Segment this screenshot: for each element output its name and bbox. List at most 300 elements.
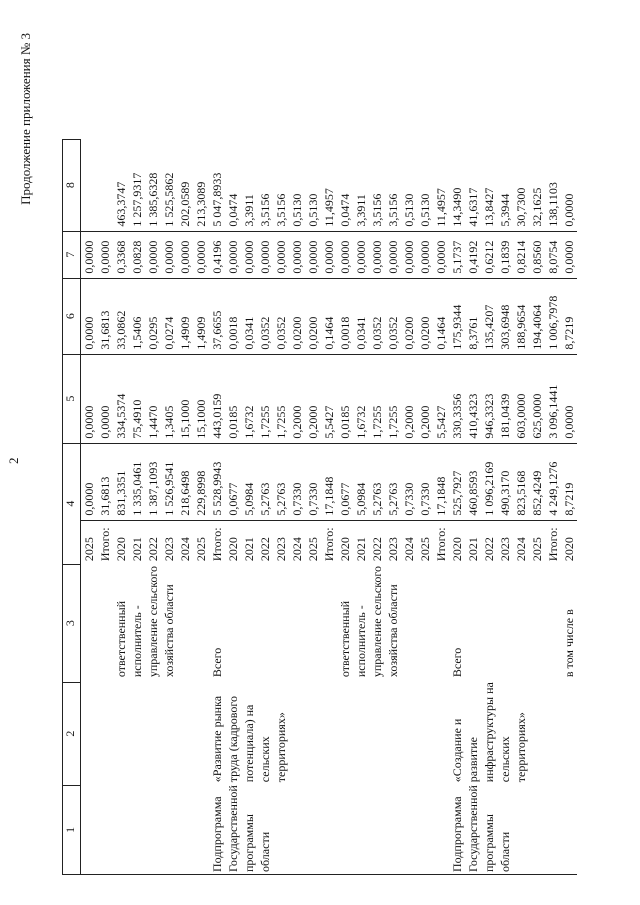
title-cell: потенциала) на — [242, 704, 256, 783]
total-cell: 4 249,1276 — [545, 443, 561, 520]
local-cell: 0,0000 — [353, 231, 369, 278]
local-cell: 0,4192 — [465, 231, 481, 278]
subprogram-cell — [385, 785, 401, 874]
total-cell: 0,7330 — [305, 443, 321, 520]
other-cell: 5 047,8933 — [209, 139, 225, 231]
budget-table — [62, 139, 577, 875]
year-cell: 2021 — [354, 537, 368, 562]
title-cell: «Развитие рынка — [210, 695, 224, 783]
federal-cell: 15,1000 — [193, 354, 209, 443]
local-cell: 0,0000 — [289, 231, 305, 278]
regional-cell: 1,4909 — [177, 278, 193, 354]
title-cell — [401, 682, 417, 785]
title-cell — [369, 682, 385, 785]
table-row — [209, 139, 225, 874]
other-cell: 3,3911 — [241, 139, 257, 231]
title-cell — [193, 682, 209, 785]
regional-cell: 1,4909 — [193, 278, 209, 354]
executor-cell: управление сельского — [146, 565, 160, 678]
other-cell: 1 385,6328 — [145, 139, 161, 231]
regional-cell: 0,0274 — [161, 278, 177, 354]
subprogram-cell — [177, 785, 193, 874]
table-row — [561, 139, 577, 874]
executor-cell — [241, 564, 257, 682]
table-row — [193, 139, 209, 874]
subprogram-cell: Государственной — [225, 785, 241, 874]
local-cell: 0,0000 — [225, 231, 241, 278]
federal-cell: 946,3323 — [481, 354, 497, 443]
other-cell: 30,7300 — [513, 139, 529, 231]
total-cell: 0,0677 — [225, 443, 241, 520]
subprogram-cell — [97, 785, 113, 874]
table-row — [465, 139, 481, 874]
table-row — [385, 139, 401, 874]
total-cell: 852,4249 — [529, 443, 545, 520]
title-cell — [129, 682, 145, 785]
table-row — [497, 139, 513, 874]
title-cell — [433, 682, 449, 785]
other-cell: 0,0474 — [337, 139, 353, 231]
table-header-row — [63, 139, 81, 874]
federal-cell: 0,2000 — [305, 354, 321, 443]
executor-cell — [193, 564, 209, 682]
federal-cell: 75,4910 — [129, 354, 145, 443]
federal-cell: 603,0000 — [513, 354, 529, 443]
table-row — [529, 139, 545, 874]
year-cell: 2024 — [290, 537, 304, 562]
federal-cell: 0,2000 — [417, 354, 433, 443]
executor-cell: Всего — [450, 647, 464, 678]
local-cell: 0,0000 — [401, 231, 417, 278]
subprogram-cell — [129, 785, 145, 874]
federal-cell: 1,4470 — [145, 354, 161, 443]
title-cell: труда (кадрового — [226, 696, 240, 783]
federal-cell: 0,0185 — [337, 354, 353, 443]
subprogram-cell — [561, 785, 577, 874]
other-cell: 3,5156 — [369, 139, 385, 231]
local-cell: 0,0000 — [321, 231, 337, 278]
title-cell — [145, 682, 161, 785]
year-cell: Итого: — [546, 527, 560, 562]
local-cell: 5,1737 — [449, 231, 465, 278]
other-cell: 1 525,5862 — [161, 139, 177, 231]
total-cell: 5,0984 — [241, 443, 257, 520]
total-cell: 31,6813 — [97, 443, 113, 520]
federal-cell: 625,0000 — [529, 354, 545, 443]
regional-cell: 1 006,7978 — [545, 278, 561, 354]
year-cell: 2025 — [306, 537, 320, 562]
regional-cell: 1,5406 — [129, 278, 145, 354]
regional-cell: 0,0200 — [305, 278, 321, 354]
column-header-6: 6 — [63, 278, 81, 354]
total-cell: 1 387,1093 — [145, 443, 161, 520]
federal-cell: 1,7255 — [273, 354, 289, 443]
title-cell — [161, 682, 177, 785]
subprogram-cell — [273, 785, 289, 874]
executor-cell — [289, 564, 305, 682]
year-cell: 2021 — [466, 537, 480, 562]
other-cell: 13,8427 — [481, 139, 497, 231]
subprogram-cell — [417, 785, 433, 874]
regional-cell: 0,0352 — [257, 278, 273, 354]
executor-cell: Всего — [210, 647, 224, 678]
year-cell: 2025 — [530, 537, 544, 562]
local-cell: 0,0000 — [241, 231, 257, 278]
federal-cell: 5,5427 — [321, 354, 337, 443]
other-cell — [97, 139, 113, 231]
year-cell: 2020 — [450, 537, 464, 562]
year-cell: 2021 — [242, 537, 256, 562]
subprogram-cell — [305, 785, 321, 874]
table-row — [449, 139, 465, 874]
local-cell: 0,0000 — [81, 231, 98, 278]
total-cell: 218,6498 — [177, 443, 193, 520]
other-cell: 32,1625 — [529, 139, 545, 231]
total-cell: 1 526,9541 — [161, 443, 177, 520]
title-cell: развитие — [466, 737, 480, 783]
regional-cell: 135,4207 — [481, 278, 497, 354]
executor-cell: исполнитель - — [130, 605, 144, 678]
subprogram-cell — [529, 785, 545, 874]
table-row — [369, 139, 385, 874]
regional-cell: 0,0341 — [353, 278, 369, 354]
executor-cell — [433, 564, 449, 682]
federal-cell: 1,3405 — [161, 354, 177, 443]
regional-cell: 0,0200 — [417, 278, 433, 354]
subprogram-cell: области — [257, 785, 273, 874]
total-cell: 5,0984 — [353, 443, 369, 520]
year-cell: 2022 — [370, 537, 384, 562]
federal-cell: 410,4323 — [465, 354, 481, 443]
regional-cell: 0,0018 — [337, 278, 353, 354]
local-cell: 0,0000 — [305, 231, 321, 278]
table-row — [305, 139, 321, 874]
column-header-4: 4 — [63, 443, 81, 564]
executor-cell — [81, 564, 98, 682]
year-cell: Итого: — [210, 527, 224, 562]
total-cell: 5,2763 — [257, 443, 273, 520]
executor-cell — [225, 564, 241, 682]
subprogram-cell: Подпрограмма — [209, 785, 225, 874]
subprogram-cell — [145, 785, 161, 874]
federal-cell: 443,0159 — [209, 354, 225, 443]
other-cell: 0,0474 — [225, 139, 241, 231]
regional-cell: 0,0341 — [241, 278, 257, 354]
federal-cell: 1,6732 — [241, 354, 257, 443]
subprogram-cell — [545, 785, 561, 874]
other-cell: 11,4957 — [321, 139, 337, 231]
regional-cell: 175,9344 — [449, 278, 465, 354]
regional-cell: 0,1464 — [433, 278, 449, 354]
year-cell: 2025 — [418, 537, 432, 562]
local-cell: 0,0828 — [129, 231, 145, 278]
total-cell: 5 528,9943 — [209, 443, 225, 520]
title-cell: «Создание и — [450, 718, 464, 783]
table-row — [113, 139, 129, 874]
federal-cell: 3 096,1441 — [545, 354, 561, 443]
total-cell: 17,1848 — [433, 443, 449, 520]
regional-cell: 0,0200 — [401, 278, 417, 354]
title-cell: инфраструктуры на — [482, 682, 496, 783]
column-header-1: 1 — [63, 785, 81, 874]
total-cell: 229,8998 — [193, 443, 209, 520]
local-cell: 0,8560 — [529, 231, 545, 278]
year-cell: 2020 — [114, 537, 128, 562]
other-cell: 3,3911 — [353, 139, 369, 231]
executor-cell: управление сельского — [370, 565, 384, 678]
table-row — [177, 139, 193, 874]
local-cell: 0,0000 — [145, 231, 161, 278]
local-cell: 0,0000 — [417, 231, 433, 278]
title-cell: сельских — [498, 736, 512, 783]
regional-cell: 37,6655 — [209, 278, 225, 354]
regional-cell: 33,0862 — [113, 278, 129, 354]
subprogram-cell — [161, 785, 177, 874]
federal-cell: 181,0439 — [497, 354, 513, 443]
year-cell: Итого: — [98, 527, 112, 562]
total-cell: 460,8593 — [465, 443, 481, 520]
table-row — [145, 139, 161, 874]
executor-cell: ответственный — [338, 600, 352, 678]
column-header-2: 2 — [63, 682, 81, 785]
year-cell: 2024 — [514, 537, 528, 562]
column-header-7: 7 — [63, 231, 81, 278]
federal-cell: 0,2000 — [401, 354, 417, 443]
title-cell — [417, 682, 433, 785]
regional-cell: 188,9654 — [513, 278, 529, 354]
table-row — [513, 139, 529, 874]
table-row — [273, 139, 289, 874]
table-row — [81, 139, 98, 874]
executor-cell — [257, 564, 273, 682]
appendix-title: Продолжение приложения № 3 — [18, 33, 33, 205]
local-cell: 0,0000 — [273, 231, 289, 278]
year-cell: 2023 — [274, 537, 288, 562]
local-cell: 0,4196 — [209, 231, 225, 278]
total-cell: 490,3170 — [497, 443, 513, 520]
regional-cell: 0,0295 — [145, 278, 161, 354]
federal-cell: 0,0000 — [561, 354, 577, 443]
title-cell — [529, 682, 545, 785]
regional-cell: 303,6948 — [497, 278, 513, 354]
other-cell: 3,5156 — [385, 139, 401, 231]
local-cell: 0,0000 — [561, 231, 577, 278]
federal-cell: 1,7255 — [369, 354, 385, 443]
subprogram-cell — [337, 785, 353, 874]
year-cell: 2025 — [82, 537, 96, 562]
other-cell: 3,5156 — [257, 139, 273, 231]
federal-cell: 334,5374 — [113, 354, 129, 443]
executor-cell — [305, 564, 321, 682]
subprogram-cell — [321, 785, 337, 874]
table-row — [321, 139, 337, 874]
local-cell: 0,1839 — [497, 231, 513, 278]
year-cell: Итого: — [434, 527, 448, 562]
table-row — [545, 139, 561, 874]
local-cell: 0,8214 — [513, 231, 529, 278]
subprogram-cell — [193, 785, 209, 874]
year-cell: 2022 — [258, 537, 272, 562]
title-cell — [305, 682, 321, 785]
other-cell — [81, 139, 98, 231]
local-cell: 8,0754 — [545, 231, 561, 278]
total-cell: 1 096,2169 — [481, 443, 497, 520]
subprogram-cell: программы — [481, 785, 497, 874]
regional-cell: 0,0352 — [273, 278, 289, 354]
title-cell — [113, 682, 129, 785]
subprogram-cell — [433, 785, 449, 874]
local-cell: 0,0000 — [385, 231, 401, 278]
table-row — [289, 139, 305, 874]
total-cell: 8,7219 — [561, 443, 577, 520]
regional-cell: 0,1464 — [321, 278, 337, 354]
local-cell: 0,0000 — [369, 231, 385, 278]
title-cell — [385, 682, 401, 785]
other-cell: 0,5130 — [401, 139, 417, 231]
year-cell: Итого: — [322, 527, 336, 562]
subprogram-cell: Подпрограмма — [449, 785, 465, 874]
total-cell: 5,2763 — [369, 443, 385, 520]
year-cell: 2020 — [226, 537, 240, 562]
subprogram-cell: области — [497, 785, 513, 874]
regional-cell: 194,4064 — [529, 278, 545, 354]
other-cell: 1 257,9317 — [129, 139, 145, 231]
executor-cell — [497, 564, 513, 682]
total-cell: 0,0677 — [337, 443, 353, 520]
regional-cell: 31,6813 — [97, 278, 113, 354]
other-cell: 0,0000 — [561, 139, 577, 231]
title-cell — [561, 682, 577, 785]
federal-cell: 15,1000 — [177, 354, 193, 443]
federal-cell: 0,0000 — [97, 354, 113, 443]
subprogram-cell — [513, 785, 529, 874]
executor-cell — [481, 564, 497, 682]
regional-cell: 8,3761 — [465, 278, 481, 354]
title-cell — [177, 682, 193, 785]
title-cell: территориях» — [274, 712, 288, 783]
subprogram-cell — [81, 785, 98, 874]
federal-cell: 1,7255 — [385, 354, 401, 443]
regional-cell: 0,0352 — [369, 278, 385, 354]
total-cell: 5,2763 — [273, 443, 289, 520]
table-row — [97, 139, 113, 874]
title-cell — [353, 682, 369, 785]
title-cell — [321, 682, 337, 785]
title-cell — [337, 682, 353, 785]
executor-cell — [177, 564, 193, 682]
executor-cell: исполнитель - — [354, 605, 368, 678]
other-cell: 138,1103 — [545, 139, 561, 231]
subprogram-cell — [353, 785, 369, 874]
title-cell — [545, 682, 561, 785]
table-row — [433, 139, 449, 874]
table-row — [481, 139, 497, 874]
executor-cell: хозяйства области — [386, 584, 400, 678]
local-cell: 0,0000 — [161, 231, 177, 278]
regional-cell: 8,7219 — [561, 278, 577, 354]
table-row — [401, 139, 417, 874]
title-cell — [289, 682, 305, 785]
executor-cell: хозяйства области — [162, 584, 176, 678]
other-cell: 202,0589 — [177, 139, 193, 231]
local-cell: 0,0000 — [193, 231, 209, 278]
local-cell: 0,6212 — [481, 231, 497, 278]
total-cell: 0,0000 — [81, 443, 98, 520]
total-cell: 1 335,0461 — [129, 443, 145, 520]
year-cell: 2025 — [194, 537, 208, 562]
executor-cell — [321, 564, 337, 682]
year-cell: 2022 — [146, 537, 160, 562]
federal-cell: 1,7255 — [257, 354, 273, 443]
executor-cell: ответственный — [114, 600, 128, 678]
total-cell: 17,1848 — [321, 443, 337, 520]
total-cell: 0,7330 — [417, 443, 433, 520]
federal-cell: 0,0000 — [81, 354, 98, 443]
other-cell: 5,3944 — [497, 139, 513, 231]
table-row — [337, 139, 353, 874]
table-row — [417, 139, 433, 874]
table-row — [353, 139, 369, 874]
subprogram-cell — [401, 785, 417, 874]
total-cell: 525,7927 — [449, 443, 465, 520]
federal-cell: 0,0185 — [225, 354, 241, 443]
page-number: 2 — [6, 457, 21, 464]
federal-cell: 5,5427 — [433, 354, 449, 443]
year-cell: 2020 — [562, 537, 576, 562]
subprogram-cell — [369, 785, 385, 874]
regional-cell: 0,0000 — [81, 278, 98, 354]
other-cell: 0,5130 — [289, 139, 305, 231]
other-cell: 41,6317 — [465, 139, 481, 231]
column-header-8: 8 — [63, 139, 81, 231]
executor-cell — [97, 564, 113, 682]
column-header-5: 5 — [63, 354, 81, 443]
executor-cell: в том числе в — [562, 609, 576, 678]
subprogram-cell — [113, 785, 129, 874]
other-cell: 0,5130 — [305, 139, 321, 231]
year-cell: 2024 — [402, 537, 416, 562]
regional-cell: 0,0352 — [385, 278, 401, 354]
executor-cell — [529, 564, 545, 682]
regional-cell: 0,0200 — [289, 278, 305, 354]
table-row — [257, 139, 273, 874]
executor-cell — [401, 564, 417, 682]
total-cell: 823,5168 — [513, 443, 529, 520]
table-row — [129, 139, 145, 874]
other-cell: 3,5156 — [273, 139, 289, 231]
title-cell — [97, 682, 113, 785]
year-cell: 2023 — [386, 537, 400, 562]
executor-cell — [513, 564, 529, 682]
title-cell: сельских — [258, 736, 272, 783]
federal-cell: 330,3356 — [449, 354, 465, 443]
local-cell: 0,0000 — [337, 231, 353, 278]
year-cell: 2023 — [498, 537, 512, 562]
year-cell: 2024 — [178, 537, 192, 562]
local-cell: 0,0000 — [97, 231, 113, 278]
column-header-3: 3 — [63, 564, 81, 682]
table-row — [161, 139, 177, 874]
local-cell: 0,0000 — [257, 231, 273, 278]
local-cell: 0,0000 — [177, 231, 193, 278]
executor-cell — [273, 564, 289, 682]
total-cell: 831,3351 — [113, 443, 129, 520]
total-cell: 0,7330 — [401, 443, 417, 520]
year-cell: 2020 — [338, 537, 352, 562]
other-cell: 213,3089 — [193, 139, 209, 231]
year-cell: 2021 — [130, 537, 144, 562]
title-cell — [81, 682, 98, 785]
